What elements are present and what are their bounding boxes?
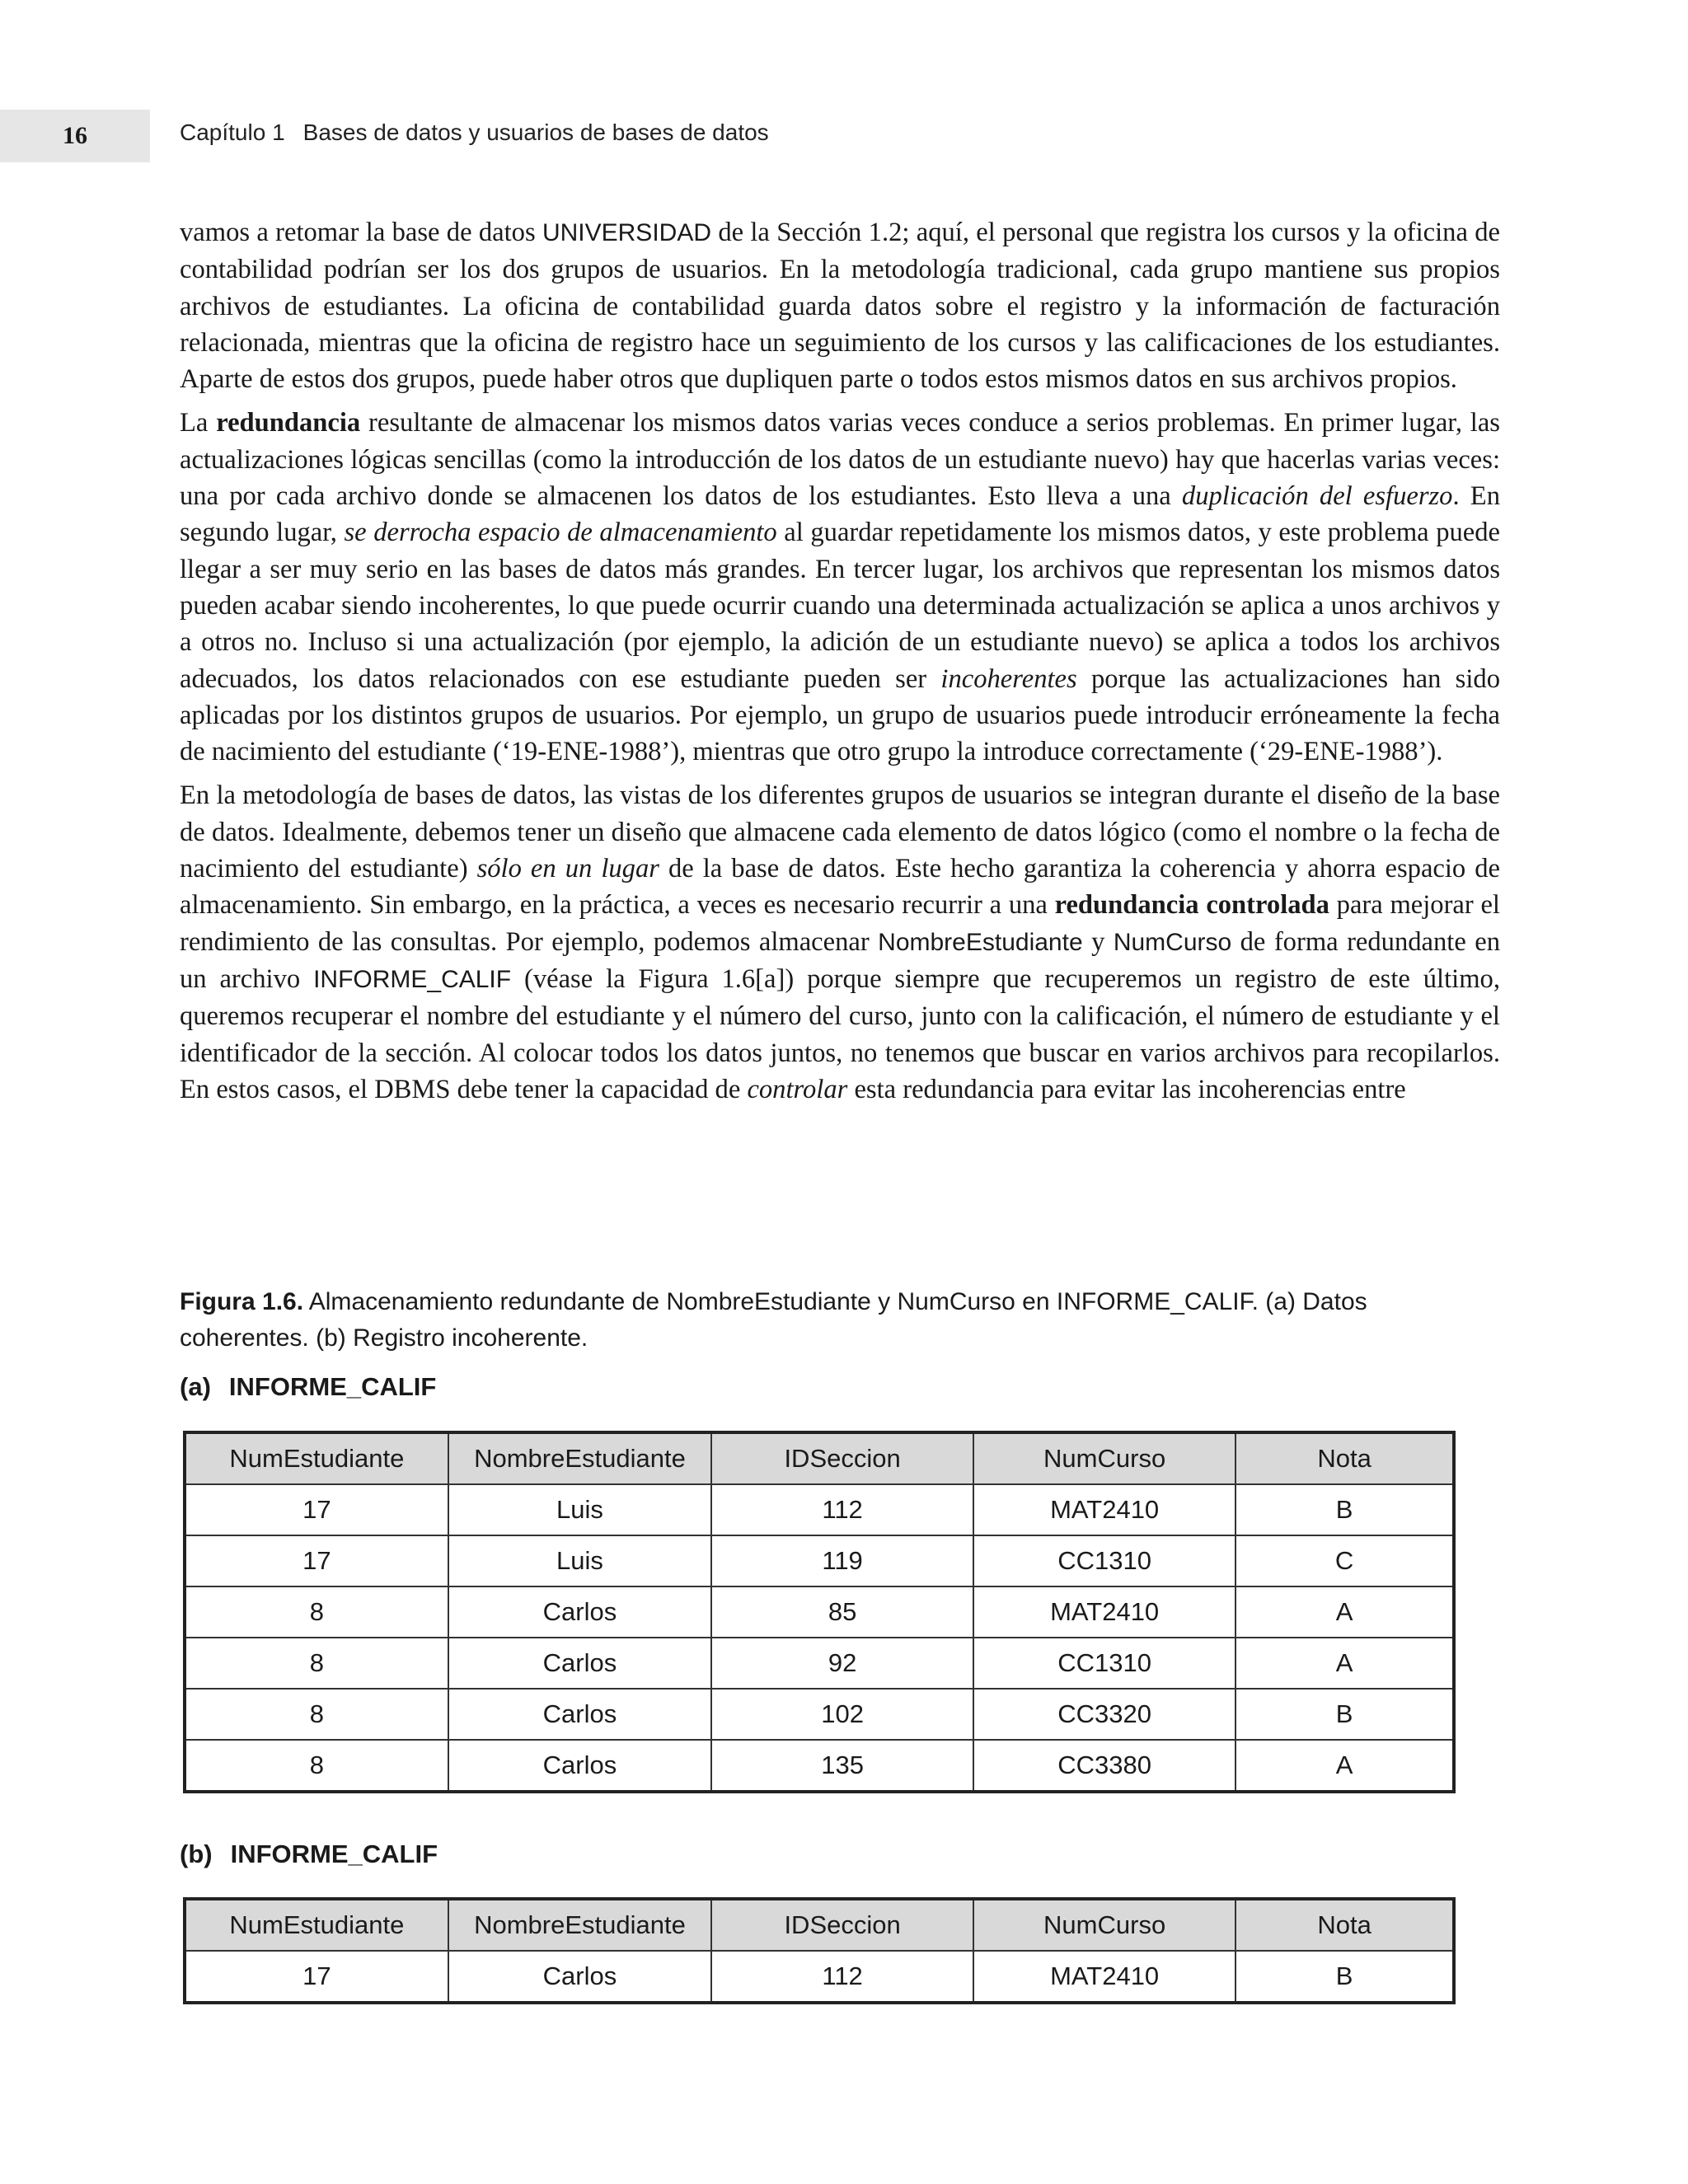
- attribute-name: NombreEstudiante: [878, 928, 1083, 956]
- table-cell: CC1310: [973, 1535, 1236, 1586]
- table-a-label: [180, 1372, 436, 1402]
- column-header: IDSeccion: [711, 1899, 973, 1951]
- column-header: Nota: [1236, 1432, 1454, 1484]
- table-cell: 17: [185, 1535, 448, 1586]
- attribute-name: NumCurso: [1113, 928, 1232, 956]
- table-b: [183, 1897, 1456, 2004]
- table-cell: 8: [185, 1586, 448, 1638]
- figure-caption-text: Almacenamiento redundante de NombreEstudiante y NumCurso en INFORME_CALIF. (a) Datos coherentes. (b) Registro incoherente.: [180, 1288, 1367, 1352]
- table-cell: 119: [711, 1535, 973, 1586]
- table-cell: 135: [711, 1740, 973, 1792]
- table-cell: A: [1236, 1586, 1454, 1638]
- text-run: de forma redundante en un archivo: [180, 926, 1500, 994]
- database-name: UNIVERSIDAD: [542, 219, 711, 246]
- text-run: para mejorar el rendimiento de las consultas. Por ejemplo, podemos almacenar: [180, 890, 1500, 957]
- table-cell: 92: [711, 1638, 973, 1689]
- table-cell: B: [1236, 1484, 1454, 1535]
- emphasis: se derrocha espacio de almacenamiento: [344, 518, 777, 548]
- table-cell: 112: [711, 1951, 973, 2003]
- term-redundancia-controlada: redundancia controlada: [1054, 890, 1329, 921]
- table-cell: Carlos: [448, 1638, 711, 1689]
- column-header: Nota: [1236, 1899, 1454, 1951]
- table-cell: 112: [711, 1484, 973, 1535]
- table-cell: MAT2410: [973, 1586, 1236, 1638]
- table-cell: MAT2410: [973, 1484, 1236, 1535]
- table-b-label: [180, 1840, 438, 1869]
- table-cell: C: [1236, 1535, 1454, 1586]
- text-run: y: [1082, 926, 1114, 957]
- emphasis: controlar: [747, 1074, 848, 1104]
- table-b-tag: (b): [180, 1840, 213, 1868]
- table-a-name: INFORME_CALIF: [228, 1372, 437, 1401]
- page-number: 16: [0, 110, 150, 162]
- term-redundancia: redundancia: [216, 408, 361, 438]
- figure-label: Figura 1.6.: [180, 1288, 304, 1315]
- column-header: NumCurso: [973, 1432, 1236, 1484]
- table-cell: Carlos: [448, 1951, 711, 2003]
- chapter-label: Capítulo 1: [180, 120, 285, 145]
- text-run: . En segundo lugar,: [180, 481, 1500, 548]
- text-run: vamos a retomar la base de datos: [180, 218, 542, 247]
- table-cell: 17: [185, 1951, 448, 2003]
- table-cell: Luis: [448, 1535, 711, 1586]
- table-a: [183, 1431, 1456, 1793]
- text-run: de la base de datos. Este hecho garantiza la coherencia y ahorra espacio de almacenamiento. Sin embargo, en la práctica, a veces es necesario recurrir a una: [180, 854, 1500, 921]
- table-cell: 102: [711, 1689, 973, 1740]
- text-run: de la Sección 1.2; aquí, el personal que registra los cursos y la oficina de contabilidad podrían ser los dos grupos de usuarios. En la metodología tradicional, cada grupo mantiene sus propios archivos de estudiantes. La oficina de contabilidad guarda datos sobre el registro y la información de facturación relacionada, mientras que la oficina de registro hace un seguimiento de los cursos y las calificaciones de los estudiantes. Aparte de estos dos grupos, puede haber otros que dupliquen parte o todos estos mismos datos en sus archivos propios.: [180, 218, 1500, 395]
- text-run: La: [180, 408, 217, 438]
- emphasis: incoherentes: [940, 663, 1077, 694]
- figure-caption: [180, 1284, 1500, 1357]
- table-row: [185, 1951, 1454, 2003]
- table-header-row: [185, 1899, 1454, 1951]
- file-name: INFORME_CALIF: [313, 965, 512, 993]
- column-header: NumEstudiante: [185, 1899, 448, 1951]
- table-cell: 8: [185, 1638, 448, 1689]
- table-cell: B: [1236, 1689, 1454, 1740]
- paragraph-3: [180, 777, 1500, 1108]
- emphasis: duplicación del esfuerzo: [1181, 481, 1453, 512]
- table-row: [185, 1638, 1454, 1689]
- table-b-name: INFORME_CALIF: [230, 1840, 438, 1868]
- table-header-row: [185, 1432, 1454, 1484]
- table-cell: Luis: [448, 1484, 711, 1535]
- table-row: [185, 1535, 1454, 1586]
- paragraph-1: [180, 214, 1500, 397]
- table-cell: Carlos: [448, 1689, 711, 1740]
- table-a-tag: (a): [180, 1372, 211, 1401]
- text-run: al guardar repetidamente los mismos datos, y este problema puede llegar a ser muy serio en las bases de datos más grandes. En tercer lugar, los archivos que representan los mismos datos pueden acabar siendo incoherentes, lo que puede ocurrir cuando una determinada actualización se aplica a unos archivos y a otros no. Incluso si una actualización (por ejemplo, la adición de un estudiante nuevo) se aplica a todos los archivos adecuados, los datos relacionados con ese estudiante pueden ser: [180, 518, 1500, 694]
- table-cell: 85: [711, 1586, 973, 1638]
- column-header: NumEstudiante: [185, 1432, 448, 1484]
- chapter-title: Bases de datos y usuarios de bases de datos: [302, 120, 769, 145]
- table-cell: CC1310: [973, 1638, 1236, 1689]
- paragraph-2: [180, 405, 1500, 770]
- table-cell: 8: [185, 1740, 448, 1792]
- text-run: (véase la Figura 1.6[a]) porque siempre que recuperemos un registro de este último, queremos recuperar el nombre del estudiante y el número del curso, junto con la calificación, el número de estudiante y el identificador de la sección. Al colocar todos los datos juntos, no tenemos que buscar en varios archivos para recopilarlos. En estos casos, el DBMS debe tener la capacidad de: [180, 963, 1500, 1104]
- text-run: porque las actualizaciones han sido aplicadas por los distintos grupos de usuarios. Por ejemplo, un grupo de usuarios puede introducir erróneamente la fecha de nacimiento del estudiante (‘19-ENE-1988’), mientras que otro grupo la introduce correctamente (‘29-ENE-1988’).: [180, 663, 1500, 767]
- table-cell: CC3320: [973, 1689, 1236, 1740]
- table-cell: 8: [185, 1689, 448, 1740]
- column-header: IDSeccion: [711, 1432, 973, 1484]
- table-row: [185, 1740, 1454, 1792]
- text-run: En la metodología de bases de datos, las vistas de los diferentes grupos de usuarios se integran durante el diseño de la base de datos. Idealmente, debemos tener un diseño que almacene cada elemento de datos lógico (como el nombre o la fecha de nacimiento del estudiante): [180, 780, 1500, 884]
- text-run: esta redundancia para evitar las incoherencias entre: [847, 1074, 1406, 1104]
- column-header: NombreEstudiante: [448, 1432, 711, 1484]
- text-run: resultante de almacenar los mismos datos varias veces conduce a serios problemas. En primer lugar, las actualizaciones lógicas sencillas (como la introducción de los datos de un estudiante nuevo) hay que hacerlas varias veces: una por cada archivo donde se almacenen los datos de los estudiantes. Esto lleva a una: [180, 408, 1500, 512]
- table-row: [185, 1689, 1454, 1740]
- column-header: NumCurso: [973, 1899, 1236, 1951]
- table-cell: B: [1236, 1951, 1454, 2003]
- table-cell: A: [1236, 1740, 1454, 1792]
- table-cell: Carlos: [448, 1586, 711, 1638]
- table-row: [185, 1484, 1454, 1535]
- table-cell: CC3380: [973, 1740, 1236, 1792]
- table-cell: Carlos: [448, 1740, 711, 1792]
- table-cell: A: [1236, 1638, 1454, 1689]
- table-row: [185, 1586, 1454, 1638]
- table-cell: MAT2410: [973, 1951, 1236, 2003]
- running-head: [180, 120, 769, 146]
- body-text: [180, 214, 1500, 1115]
- table-cell: 17: [185, 1484, 448, 1535]
- column-header: NombreEstudiante: [448, 1899, 711, 1951]
- emphasis: sólo en un lugar: [476, 854, 659, 884]
